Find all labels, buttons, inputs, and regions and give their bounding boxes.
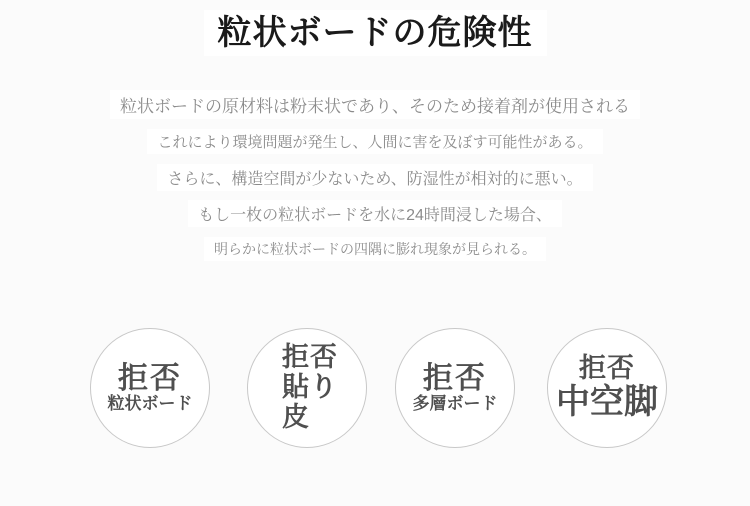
body-line-5-text: 明らかに粒状ボードの四隅に膨れ現象が見られる。 — [204, 237, 546, 261]
body-line-3-text: さらに、構造空間が少ないため、防湿性が相対的に悪い。 — [157, 164, 592, 191]
body-line-3 — [0, 164, 750, 191]
badge-reject-hollow-leg — [547, 328, 667, 448]
badge-reject-hollow-leg-line-2: 中空脚 — [556, 383, 658, 422]
page-title — [0, 10, 750, 56]
badge-reject-veneer-line-1: 拒否 — [282, 342, 338, 373]
body-line-1-text: 粒状ボードの原材料は粉末状であり、そのため接着剤が使用される — [110, 90, 640, 119]
body-line-2-text: これにより環境問題が発生し、人間に害を及ぼす可能性がある。 — [147, 129, 602, 154]
badge-reject-particle-board-line-2: 粒状ボード — [107, 394, 193, 414]
badge-reject-veneer — [247, 328, 367, 448]
badge-reject-veneer-line-2: 貼り — [282, 372, 338, 403]
badge-reject-multilayer-board — [395, 328, 515, 448]
body-line-2 — [0, 129, 750, 154]
badge-row — [0, 328, 750, 452]
body-line-4-text: もし一枚の粒状ボードを水に24時間浸した場合、 — [188, 200, 562, 227]
body-line-5 — [0, 237, 750, 261]
badge-reject-veneer-line-3: 皮 — [282, 401, 310, 432]
badge-reject-multilayer-board-line-2: 多層ボード — [412, 394, 498, 414]
badge-reject-hollow-leg-line-1: 拒否 — [579, 353, 635, 384]
badge-reject-multilayer-board-line-1: 拒否 — [423, 362, 487, 396]
body-line-1 — [0, 90, 750, 119]
page-title-text: 粒状ボードの危険性 — [204, 10, 547, 56]
body-line-4 — [0, 200, 750, 227]
badge-reject-particle-board — [90, 328, 210, 448]
badge-reject-particle-board-line-1: 拒否 — [118, 362, 182, 396]
